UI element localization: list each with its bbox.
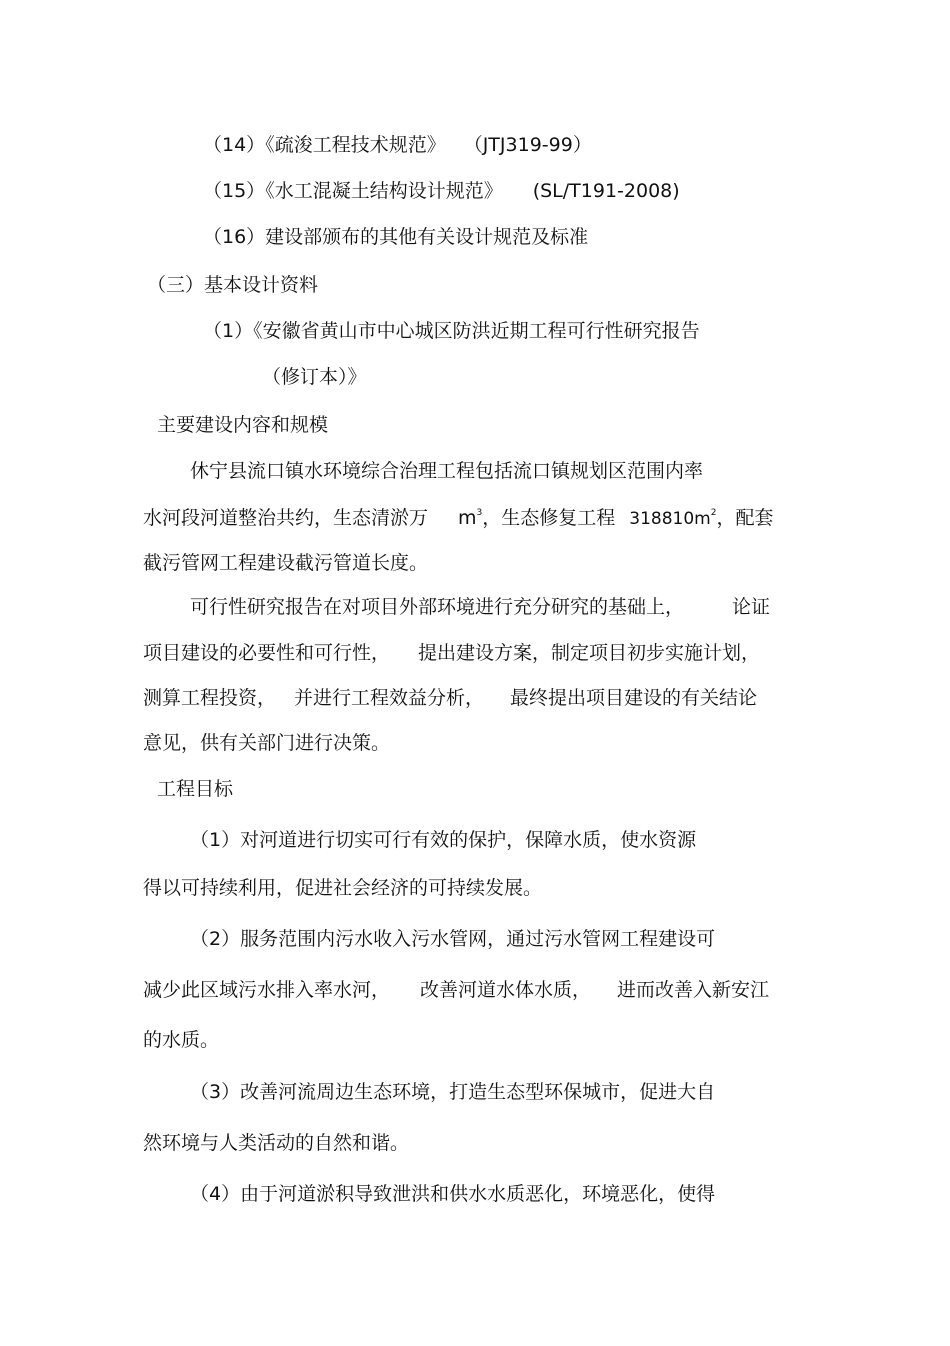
paragraph-line: （2）服务范围内污水收入污水管网，通过污水管网工程建设可 [190,928,716,950]
section-heading-construction-scope: 主要建设内容和规模 [157,414,329,436]
section-heading-basic-design-data: （三）基本设计资料 [147,274,319,296]
paragraph-line: （1）对河道进行切实可行有效的保护，保障水质，使水资源 [190,829,697,851]
reference-number: （14） [203,134,266,156]
paragraph-line: 的水质。 [143,1029,220,1051]
reference-item-16: （16）建设部颁布的其他有关设计规范及标准 [203,226,589,248]
reference-title: 《疏浚工程技术规范》 [265,134,446,156]
paragraph-line: 休宁县流口镇水环境综合治理工程包括流口镇规划区范围内率 [190,460,704,482]
section-heading-project-goals: 工程目标 [157,778,234,800]
design-data-item-1: （1）《安徽省黄山市中心城区防洪近期工程可行性研究报告 [203,320,700,342]
reference-title: 《水工混凝土结构设计规范》 [265,180,503,202]
paragraph-line: 意见，供有关部门进行决策。 [143,732,391,754]
paragraph-line: 截污管网工程建设截污管道长度。 [143,552,429,574]
reference-item-15 [203,178,680,204]
paragraph-line: 减少此区域污水排入率水河， 改善河道水体水质， 进而改善入新安江 [143,979,770,1001]
paragraph-line: 可行性研究报告在对项目外部环境进行充分研究的基础上， 论证 [190,596,771,618]
design-data-item-1-continued: （修订本）》 [262,366,367,388]
reference-code: (SL/T191-2008) [532,180,680,202]
paragraph-line: 项目建设的必要性和可行性， 提出建设方案，制定项目初步实施计划， [143,642,761,664]
paragraph-line: 然环境与人类活动的自然和谐。 [143,1132,410,1154]
paragraph-line: 水河段河道整治共约，生态清淤万 $m^3$，生态修复工程 $318810m^2$，配套 [143,507,774,529]
paragraph-line: 测算工程投资， 并进行工程效益分析， 最终提出项目建设的有关结论 [143,687,758,709]
paragraph-line: 得以可持续利用，促进社会经济的可持续发展。 [143,877,543,899]
paragraph-line: （4）由于河道淤积导致泄洪和供水水质恶化，环境恶化，使得 [190,1183,716,1205]
reference-number: （15） [203,180,266,202]
reference-code: （JTJ319-99） [463,134,592,156]
reference-item-14 [203,132,592,158]
paragraph-line: （3）改善河流周边生态环境，打造生态型环保城市，促进大自 [190,1081,716,1103]
